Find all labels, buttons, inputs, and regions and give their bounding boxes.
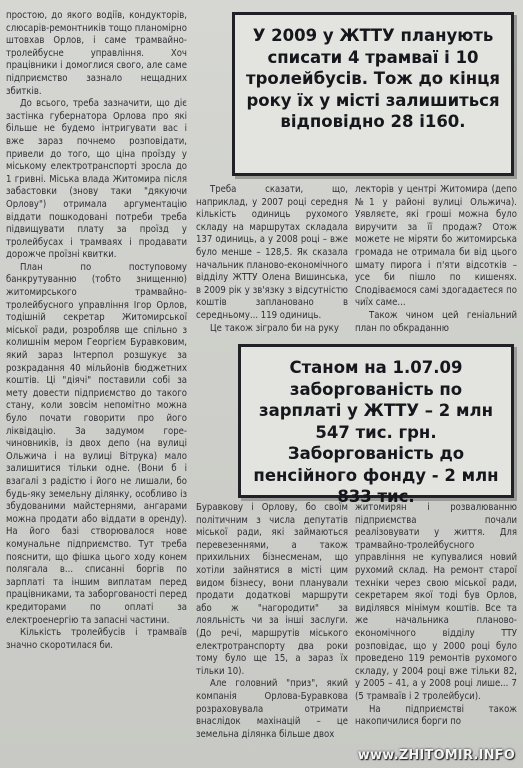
site-watermark: www.ZHITOMIR.INFO: [357, 748, 515, 763]
paragraph: Це також зіграло би на руку: [210, 322, 339, 334]
paragraph: житомирян і розвалюванню підприємства почали реалізовувати у життя. Для трамвайно-тролейбусного управління не купувалися новий рухомий склад. На ремонт старої техніки через свою міської ради, секретарем якої тоді був Орлов, виділявся мінімум коштів. Все та же начальника планово-економічного відділу ТТУ розповідає, що у 2000 році було проведено 119 ремонтів рухомого складу, у 2004 році вже тільки 82, у 2005 – 41, а у 2008 році лише... 7 (5 трамваїв і 2 тролейбуси).: [355, 502, 517, 702]
paragraph: Кількість тролейбусів і трамваїв значно скоротилася би.: [6, 627, 187, 651]
article-column-left: [6, 10, 187, 652]
paragraph: простою, до якого водіїв, кондукторів, слюсарів-ремонтників тощо планомірно штовхав Орлов, і саме трамвайно-тролейбусне управління. Хоч працівники і домоглися свого, але саме підприємство зазнало нещадних збитків.: [6, 10, 187, 97]
paragraph: Треба сказати, що, наприклад, у 2007 році середня кількість одиниць рухомого складу на маршрутах складала 137 одиниць, а у 2008 році – вже було менше – 128,5. Як сказала начальник планово-економічного відділу ЖТТУ Олена Вишинська, в 2009 рік у зв'язку з відсутністю коштів заплановано в середньому... 119 одиниць.: [196, 184, 348, 321]
paragraph: лекторів у центрі Житомира (депо №1 у районі вулиці Ольжича). Уявляєте, які гроші можна було виручити за її продаж? Отож можете не міряти бо житомирська громада не отримала би від цього шмату пирога і п'яти відсотків – усе би пішло по кишенях. Сподіваємося самі здогадаєтеся по чиїх саме...: [355, 184, 517, 309]
article-column-middle-bottom: [196, 502, 348, 741]
pull-quote-text: У 2009 у ЖТТУ планують списати 4 трамваї і 10 тролейбусів. Тож до кінця року їх у місті залишиться відповідно 28 і160.: [246, 26, 500, 131]
pull-quote-box: [238, 344, 514, 506]
article-column-middle-top: [196, 184, 348, 335]
article-column-right-bottom: [355, 502, 517, 729]
article-column-right-top: [355, 184, 517, 335]
paragraph: Також чином цей геніальний план по обкраданню: [355, 309, 517, 334]
pull-quote-box: [232, 12, 514, 176]
pull-quote-text: Станом на 1.07.09 заборгованість по зарплаті у ЖТТУ – 2 млн 547 тис. грн. Заборгованість до пенсійного фонду - 2 млн 833 тис.: [253, 358, 499, 506]
paragraph: Буравкову і Орлову, бо своїм політичним з числа депутатів міської ради, які займаються перевезеннями, а також прихильних бізнесменам, що хотіли зайнятися в місті цим видом бізнесу, вони планували продати додаткові маршрути або ж "нагородити" за лояльність чи за інші заслуги. (До речі, маршрутів міського електротранспорту два роки тому було ще 15, а зараз їх тільки 10).: [196, 502, 348, 677]
paragraph: На підприємстві також накопичилися борги по: [355, 703, 517, 728]
paragraph: Але головний "приз", який компанія Орлова-Буравкова розраховувала отримати внаслідок махінацій – це земельна ділянка більше двох: [196, 678, 348, 740]
paragraph: До всього, треба зазначити, що діє застінка губернатора Орлова про які більше не будемо інтригувати вас і вже зараз почнемо розповідати, привели до того, що ціна проїзду у міському електротранспорті зросла до 1 гривні. Міська влада Житомира після забастовки (знову таки "дякуючи Орлову") отримала аргументацію віддати пошкодовані потреби треба підвищувати плату за проїзд у тролейбусах і трамваях і продавати дорожче проїзні квитки.: [6, 98, 187, 261]
paragraph: План по поступовому банкрутуванню (тобто знищенню) житомирського трамвайно-тролейбусного управління Ігор Орлов, тодішній секретар Житомирської міської ради, розробляв ще спільно з колишнім мером Георгієм Буравковим, який зараз Інтерпол розшукує за розкрадання 40 мільйонів бюджетних коштів. Ці "діячі" поставили собі за мету довести підприємство до такого стану, коли зовсім непомітно можна було почати говорити про його ліквідацію. За задумом горе-чиновників, із двох депо (на вулиці Ольжича і на вулиці Вітрука) мало залишитися тільки одне. (Вони б і взагалі з радістю і його не лишали, бо будь-яку земельну ділянку, особливо із збудованими майстернями, ангарами можна продати або віддати в оренду). На його базі створювалося нове комунальне підприємство. Тут треба пояснити, що фішка цього ходу конем полягала в... списанні боргів по зарплаті та іншим виплатам перед працівниками, та заборгованості перед кредиторами по оплаті за електроенергію та запасні частини.: [6, 261, 187, 626]
